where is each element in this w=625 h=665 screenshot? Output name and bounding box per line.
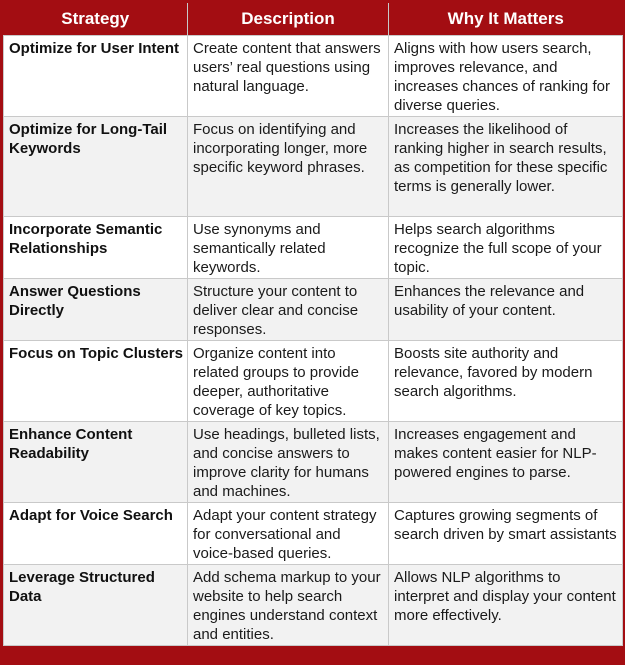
description-cell: Use synonyms and semantically related keywords. xyxy=(188,217,389,279)
table-row xyxy=(4,503,623,565)
why-cell: Increases engagement and makes content easier for NLP-powered engines to parse. xyxy=(389,422,623,503)
strategy-cell: Focus on Topic Clusters xyxy=(4,341,188,422)
header-strategy: Strategy xyxy=(4,3,188,36)
strategy-cell: Incorporate Semantic Relationships xyxy=(4,217,188,279)
strategy-table xyxy=(3,3,623,646)
header-description: Description xyxy=(188,3,389,36)
description-cell: Create content that answers users’ real questions using natural language. xyxy=(188,36,389,117)
table-row xyxy=(4,341,623,422)
table-row xyxy=(4,117,623,217)
strategy-cell: Enhance Content Readability xyxy=(4,422,188,503)
description-cell: Focus on identifying and incorporating longer, more specific keyword phrases. xyxy=(188,117,389,217)
header-why-it-matters: Why It Matters xyxy=(389,3,623,36)
why-cell: Boosts site authority and relevance, favored by modern search algorithms. xyxy=(389,341,623,422)
why-cell: Increases the likelihood of ranking higher in search results, as competition for these specific terms is generally lower. xyxy=(389,117,623,217)
description-cell: Add schema markup to your website to help search engines understand context and entities. xyxy=(188,565,389,646)
table-row xyxy=(4,565,623,646)
why-cell: Helps search algorithms recognize the full scope of your topic. xyxy=(389,217,623,279)
footer-bar xyxy=(0,647,625,665)
why-cell: Allows NLP algorithms to interpret and display your content more effectively. xyxy=(389,565,623,646)
why-cell: Aligns with how users search, improves relevance, and increases chances of ranking for diverse queries. xyxy=(389,36,623,117)
why-cell: Enhances the relevance and usability of your content. xyxy=(389,279,623,341)
table-row xyxy=(4,279,623,341)
description-cell: Use headings, bulleted lists, and concise answers to improve clarity for humans and machines. xyxy=(188,422,389,503)
strategy-cell: Optimize for Long-Tail Keywords xyxy=(4,117,188,217)
description-cell: Organize content into related groups to provide deeper, authoritative coverage of key topics. xyxy=(188,341,389,422)
strategy-cell: Optimize for User Intent xyxy=(4,36,188,117)
why-cell: Captures growing segments of search driven by smart assistants xyxy=(389,503,623,565)
description-cell: Structure your content to deliver clear and concise responses. xyxy=(188,279,389,341)
strategy-cell: Adapt for Voice Search xyxy=(4,503,188,565)
strategy-cell: Leverage Structured Data xyxy=(4,565,188,646)
table-row xyxy=(4,422,623,503)
strategy-cell: Answer Questions Directly xyxy=(4,279,188,341)
header-row xyxy=(4,3,623,36)
description-cell: Adapt your content strategy for conversational and voice-based queries. xyxy=(188,503,389,565)
table-row xyxy=(4,36,623,117)
table-row xyxy=(4,217,623,279)
